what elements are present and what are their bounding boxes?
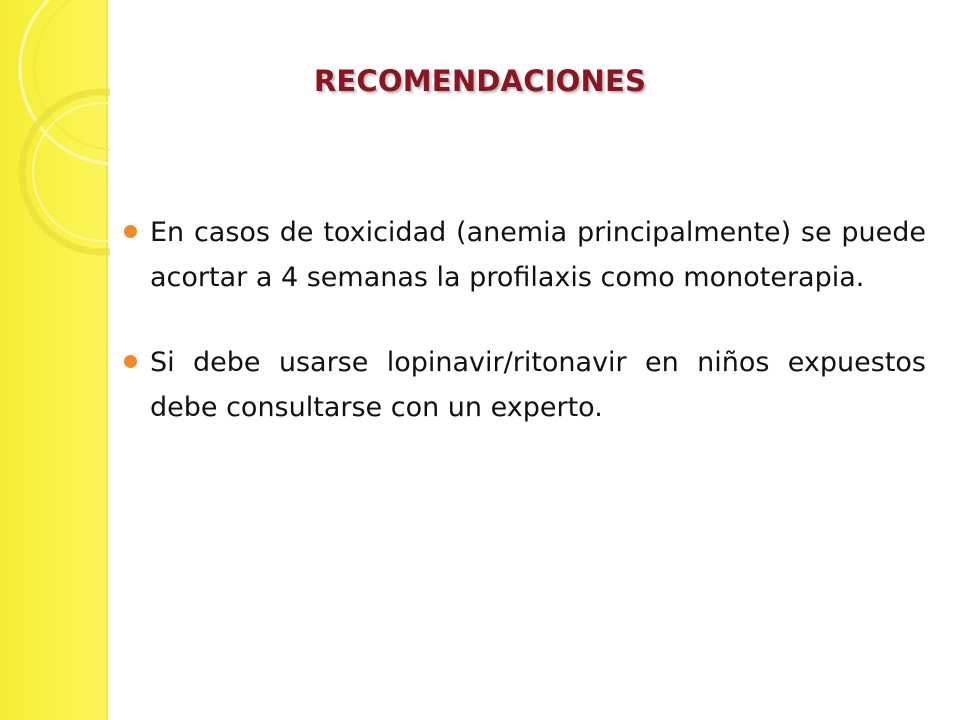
bullet-item xyxy=(124,210,926,300)
bullet-text: En casos de toxicidad (anemia principalmente) se puede acortar a 4 semanas la profilaxis como monoterapia. xyxy=(150,217,926,293)
bullet-icon xyxy=(124,225,137,238)
slide-title: RECOMENDACIONES xyxy=(313,64,647,98)
bullet-item xyxy=(124,340,926,430)
bullet-icon xyxy=(124,355,137,368)
decorative-arcs-icon xyxy=(0,0,110,260)
bullet-list xyxy=(124,210,926,470)
bullet-text: Si debe usarse lopinavir/ritonavir en niños expuestos debe consultarse con un experto. xyxy=(150,347,926,423)
